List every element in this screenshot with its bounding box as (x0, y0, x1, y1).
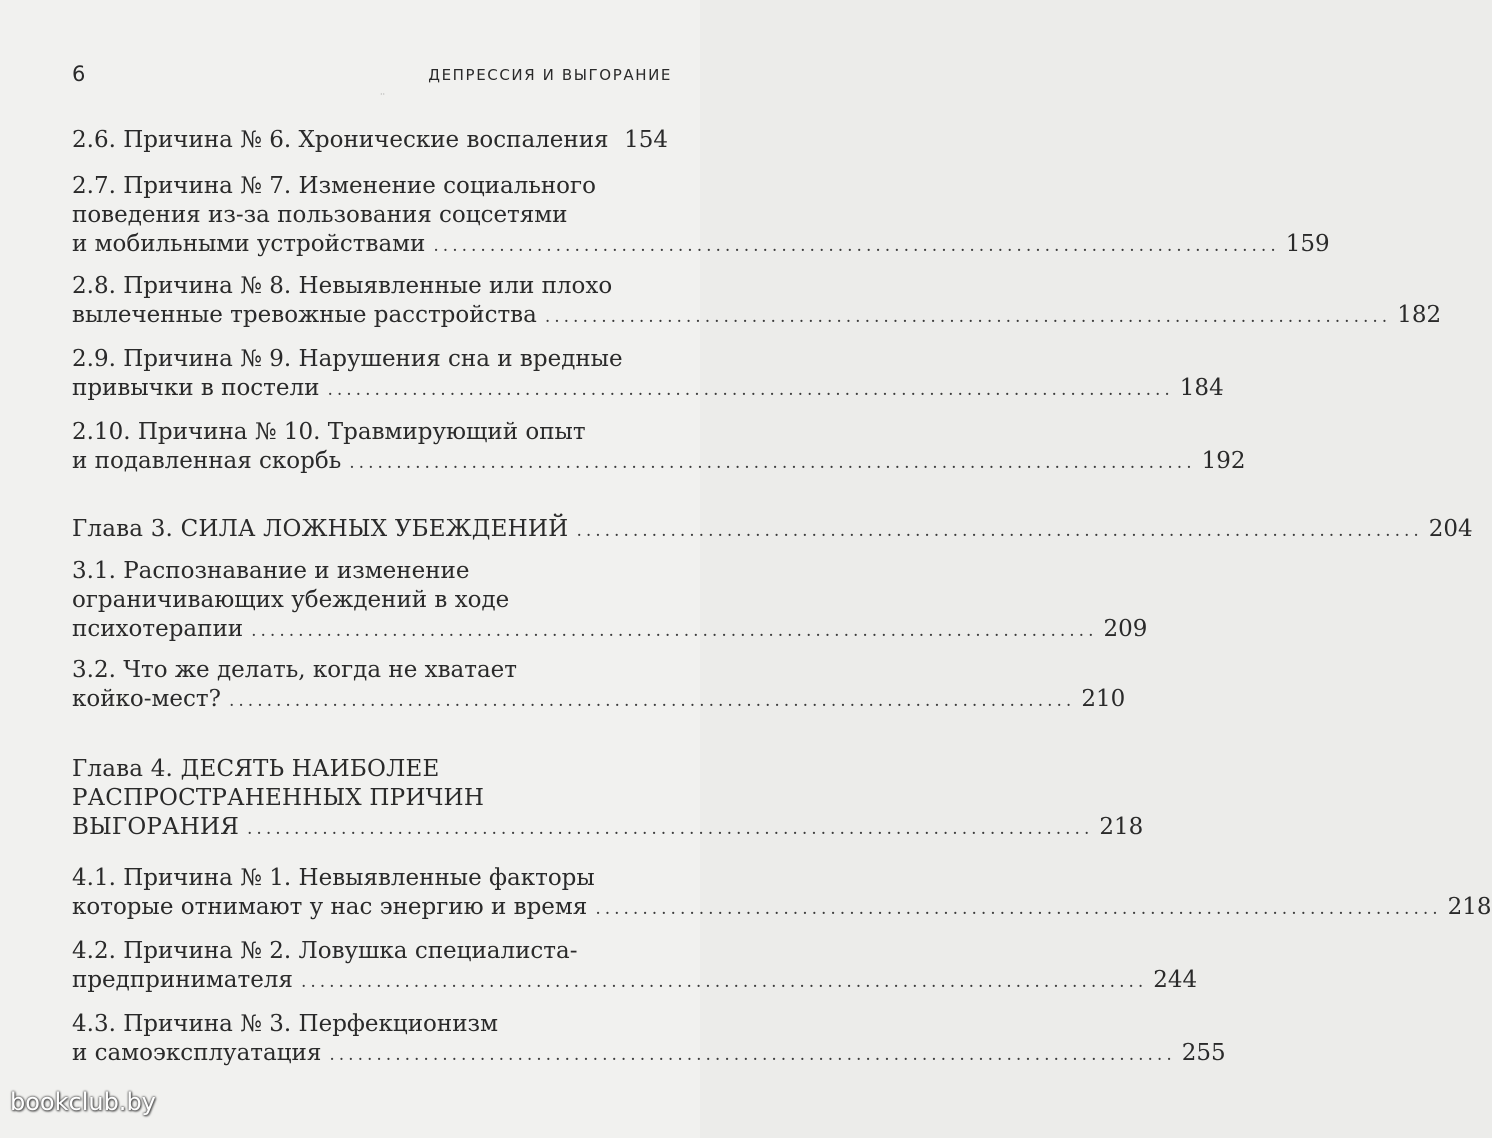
toc-chapter-3: Глава 3. СИЛА ЛОЖНЫХ УБЕЖДЕНИЙ .......................................................................................... 204 (72, 516, 1473, 542)
toc-page-number: 154 (624, 127, 668, 153)
toc-entry-4-2: 4.2. Причина № 2. Ловушка специалиста- предпринимателя .......................................................................................... 244 (72, 938, 1198, 993)
toc-entry-text: и подавленная скорбь (72, 448, 342, 474)
toc-entry-2-9: 2.9. Причина № 9. Нарушения сна и вредные привычки в постели .......................................................................................... 184 (72, 346, 1224, 401)
toc-entry-4-1: 4.1. Причина № 1. Невыявленные факторы которые отнимают у нас энергию и время .......................................................................................... 218 (72, 865, 1492, 920)
toc-entry-text: которые отнимают у нас энергию и время (72, 894, 588, 920)
toc-entry-text: 2.6. Причина № 6. Хронические воспаления (72, 127, 609, 153)
toc-page-number: 182 (1397, 302, 1442, 328)
print-speck: ·· (380, 90, 386, 99)
toc-entry-text: предпринимателя (72, 967, 293, 993)
toc-page-number: 204 (1428, 516, 1473, 542)
toc-entry-text: психотерапии (72, 616, 244, 642)
toc-entry-text: ВЫГОРАНИЯ (72, 814, 240, 840)
toc-entry-text: и самоэксплуатация (72, 1040, 322, 1066)
toc-entry-2-8: 2.8. Причина № 8. Невыявленные или плохо вылеченные тревожные расстройства .......................................................................................... 182 (72, 273, 1442, 328)
page-number: 6 (72, 62, 86, 86)
toc-entry-text: РАСПРОСТРАНЕННЫХ ПРИЧИН (72, 785, 485, 811)
toc-page-number: 184 (1179, 375, 1224, 401)
toc-entry-4-3: 4.3. Причина № 3. Перфекционизм и самоэксплуатация .......................................................................................... 255 (72, 1011, 1226, 1066)
toc-page-number: 244 (1153, 967, 1198, 993)
toc-page-number: 159 (1285, 231, 1330, 257)
toc-page-number: 255 (1181, 1040, 1226, 1066)
toc-entry-text: вылеченные тревожные расстройства (72, 302, 537, 328)
page-header (72, 62, 672, 90)
running-title: ДЕПРЕССИЯ И ВЫГОРАНИЕ (428, 66, 672, 84)
toc-entry-3-2: 3.2. Что же делать, когда не хватает койко-мест? .......................................................................................... 210 (72, 657, 1126, 712)
toc-entry-text: Глава 4. ДЕСЯТЬ НАИБОЛЕЕ (72, 756, 440, 782)
toc-entry-text: 2.7. Причина № 7. Изменение социального (72, 173, 596, 199)
toc-entry-text: поведения из-за пользования соцсетями (72, 202, 568, 228)
toc-chapter-4: Глава 4. ДЕСЯТЬ НАИБОЛЕЕ РАСПРОСТРАНЕННЫХ ПРИЧИН ВЫГОРАНИЯ .......................................................................................... 218 (72, 756, 1144, 840)
toc-entry-text: койко-мест? (72, 686, 221, 712)
toc-entry-text: ограничивающих убеждений в ходе (72, 587, 510, 613)
toc-entry-text: 4.3. Причина № 3. Перфекционизм (72, 1011, 498, 1037)
watermark: bookclub.by (10, 1088, 156, 1116)
toc-entry-text: 2.8. Причина № 8. Невыявленные или плохо (72, 273, 613, 299)
toc-entry-2-10: 2.10. Причина № 10. Травмирующий опыт и подавленная скорбь .......................................................................................... 192 (72, 419, 1246, 474)
toc-entry-text: привычки в постели (72, 375, 320, 401)
toc-entry-2-6 (72, 126, 668, 155)
toc-entry-text: 3.2. Что же делать, когда не хватает (72, 657, 518, 683)
toc-entry-text: 2.10. Причина № 10. Травмирующий опыт (72, 419, 586, 445)
toc-entry-text: 4.1. Причина № 1. Невыявленные факторы (72, 865, 595, 891)
toc-entry-3-1: 3.1. Распознавание и изменение ограничивающих убеждений в ходе психотерапии .......................................................................................... 209 (72, 558, 1148, 642)
toc-page-number: 218 (1447, 894, 1492, 920)
toc-page-number: 210 (1081, 686, 1126, 712)
toc-page-number: 209 (1103, 616, 1148, 642)
toc-page-number: 192 (1201, 448, 1246, 474)
toc-page-number: 218 (1099, 814, 1144, 840)
toc-entry-text: 2.9. Причина № 9. Нарушения сна и вредные (72, 346, 623, 372)
toc-entry-text: 4.2. Причина № 2. Ловушка специалиста- (72, 938, 578, 964)
toc-entry-text: Глава 3. СИЛА ЛОЖНЫХ УБЕЖДЕНИЙ (72, 516, 569, 542)
toc-entry-text: и мобильными устройствами (72, 231, 426, 257)
toc-entry-2-7: 2.7. Причина № 7. Изменение социального поведения из-за пользования соцсетями и мобильными устройствами .......................................................................................... 159 (72, 173, 1330, 257)
toc-entry-text: 3.1. Распознавание и изменение (72, 558, 470, 584)
